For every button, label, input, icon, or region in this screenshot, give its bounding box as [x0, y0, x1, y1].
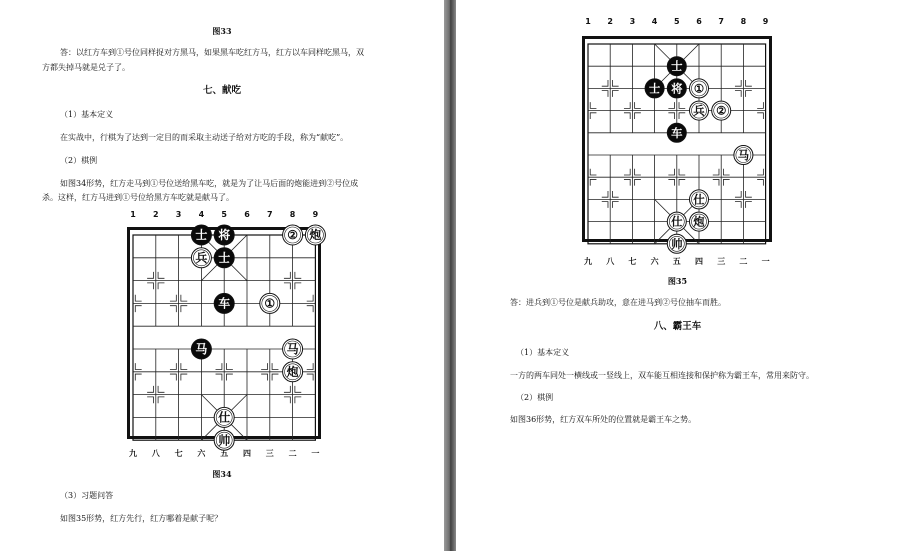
file-label: 6: [696, 17, 702, 26]
svg-text:帅: 帅: [671, 236, 683, 251]
svg-text:炮: 炮: [693, 214, 705, 229]
svg-text:②: ②: [716, 103, 727, 118]
file-label: 5: [674, 17, 680, 26]
svg-text:马: 马: [737, 147, 750, 162]
svg-text:将: 将: [671, 81, 683, 96]
example-heading: （2）棋例: [516, 393, 554, 402]
right-page: [456, 0, 899, 551]
file-label: 4: [198, 210, 205, 219]
book-gutter: [444, 0, 456, 551]
file-label: 1: [130, 210, 136, 219]
position-marker: [712, 101, 731, 120]
file-label: 4: [651, 17, 658, 26]
definition-text: 在实战中，行棋为了达到一定目的而采取主动送子给对方吃的手段，称为“献吃”。: [60, 133, 349, 142]
file-label: 六: [650, 256, 659, 266]
file-numbers-top: [0, 210, 444, 222]
file-labels-bottom: [456, 256, 899, 268]
example-text-line2: 杀。这样，红方马进到①号位给黑方车吃就是献马了。: [42, 193, 234, 202]
file-label: 6: [244, 210, 250, 219]
file-labels-bottom: [0, 448, 444, 460]
svg-text:士: 士: [648, 81, 661, 96]
chess-piece-black: [214, 293, 234, 313]
file-label: 2: [607, 17, 613, 26]
file-label: 八: [606, 256, 615, 266]
figure-35-caption: 图35: [667, 276, 688, 286]
qa-heading: （3）习题问答: [60, 491, 114, 500]
svg-text:马: 马: [286, 342, 299, 357]
position-marker: [690, 79, 709, 98]
file-label: 三: [717, 256, 726, 266]
example-text: 如图36形势，红方双车所处的位置就是霸王车之势。: [510, 415, 697, 424]
file-label: 五: [672, 256, 681, 266]
chess-piece-red: [667, 212, 686, 231]
file-numbers-top: [456, 17, 899, 29]
file-label: 四: [695, 256, 703, 266]
file-label: 7: [718, 17, 724, 26]
svg-text:兵: 兵: [693, 103, 705, 118]
svg-text:马: 马: [195, 342, 208, 357]
svg-text:士: 士: [195, 228, 208, 243]
position-marker: [283, 225, 303, 245]
file-label: 9: [762, 17, 769, 26]
answer-35: 答：进兵到①号位是献兵助攻，意在进马到②号位抽车而胜。: [510, 298, 726, 307]
svg-text:车: 车: [671, 125, 683, 140]
file-label: 3: [175, 210, 182, 219]
position-marker: [260, 293, 280, 313]
answer-33-line2: 方都失掉马就是兑子了。: [42, 63, 130, 72]
chess-board-fig34: [127, 227, 322, 448]
example-heading: （2）棋例: [60, 156, 98, 165]
file-label: 8: [289, 210, 296, 219]
file-label: 五: [220, 448, 229, 458]
file-label: 九: [584, 256, 592, 266]
svg-text:帅: 帅: [218, 433, 231, 448]
file-label: 8: [740, 17, 747, 26]
section-8-title: 八、霸王车: [653, 321, 702, 332]
svg-text:②: ②: [287, 228, 298, 243]
chess-piece-red: [690, 190, 709, 209]
chess-piece-black: [667, 79, 686, 98]
chess-piece-black: [645, 79, 664, 98]
file-label: 5: [221, 210, 227, 219]
file-label: 9: [312, 210, 319, 219]
qa-text: 如图35形势，红方先行，红方哪着是献子呢？: [60, 514, 223, 523]
svg-text:车: 车: [218, 296, 231, 311]
chess-piece-red: [214, 407, 234, 427]
file-label: 四: [243, 448, 251, 458]
svg-text:士: 士: [218, 251, 231, 265]
file-label: 3: [629, 17, 636, 26]
file-label: 三: [265, 448, 274, 458]
svg-text:炮: 炮: [309, 228, 322, 243]
svg-text:仕: 仕: [671, 214, 683, 229]
definition-heading: （1）基本定义: [60, 110, 114, 119]
chess-piece-red: [734, 146, 753, 165]
chess-piece-red: [667, 234, 686, 253]
definition-text: 一方的两车同处一横线或一竖线上，双车能互相连接和保护称为霸王车，常用来防守。: [510, 371, 814, 380]
file-label: 7: [267, 210, 273, 219]
file-label: 七: [174, 448, 183, 458]
svg-text:将: 将: [218, 228, 231, 243]
file-label: 二: [739, 256, 748, 266]
file-label: 二: [288, 448, 297, 458]
chess-piece-black: [214, 225, 234, 245]
chess-board-fig35: [582, 36, 772, 251]
example-text-line1: 如图34形势，红方走马到①号位送给黑车吃，就是为了让马后面的炮能进到②号位成: [60, 179, 359, 188]
chess-piece-red: [305, 225, 325, 245]
left-page: [0, 0, 444, 551]
section-7-title: 七、献吃: [202, 85, 241, 96]
answer-33-line1: 答：以红方车到①号位同样捉对方黑马，如果黑车吃红方马，红方以车同样吃黑马，双: [60, 48, 364, 57]
chess-piece-black: [667, 57, 686, 76]
chess-piece-black: [214, 248, 234, 268]
file-label: 一: [311, 448, 320, 458]
svg-text:仕: 仕: [218, 410, 231, 425]
chess-piece-black: [191, 225, 211, 245]
svg-text:兵: 兵: [195, 251, 208, 265]
chess-piece-black: [667, 123, 686, 142]
chess-piece-red: [283, 362, 303, 382]
svg-text:士: 士: [671, 59, 683, 74]
chess-piece-red: [191, 248, 211, 268]
file-label: 1: [585, 17, 591, 26]
definition-heading: （1）基本定义: [516, 348, 570, 357]
file-label: 九: [129, 448, 137, 458]
file-label: 六: [197, 448, 206, 458]
figure-33-caption: 图33: [212, 26, 232, 36]
file-label: 一: [761, 256, 770, 266]
file-label: 2: [153, 210, 159, 219]
chess-piece-red: [283, 339, 303, 359]
figure-34-caption: 图34: [212, 469, 232, 479]
file-label: 八: [151, 448, 160, 458]
chess-piece-red: [690, 101, 709, 120]
chess-piece-black: [191, 339, 211, 359]
svg-text:①: ①: [264, 296, 276, 311]
svg-text:炮: 炮: [286, 365, 299, 379]
file-label: 七: [628, 256, 637, 266]
svg-text:仕: 仕: [693, 192, 705, 207]
svg-text:①: ①: [693, 81, 705, 96]
chess-piece-red: [690, 212, 709, 231]
